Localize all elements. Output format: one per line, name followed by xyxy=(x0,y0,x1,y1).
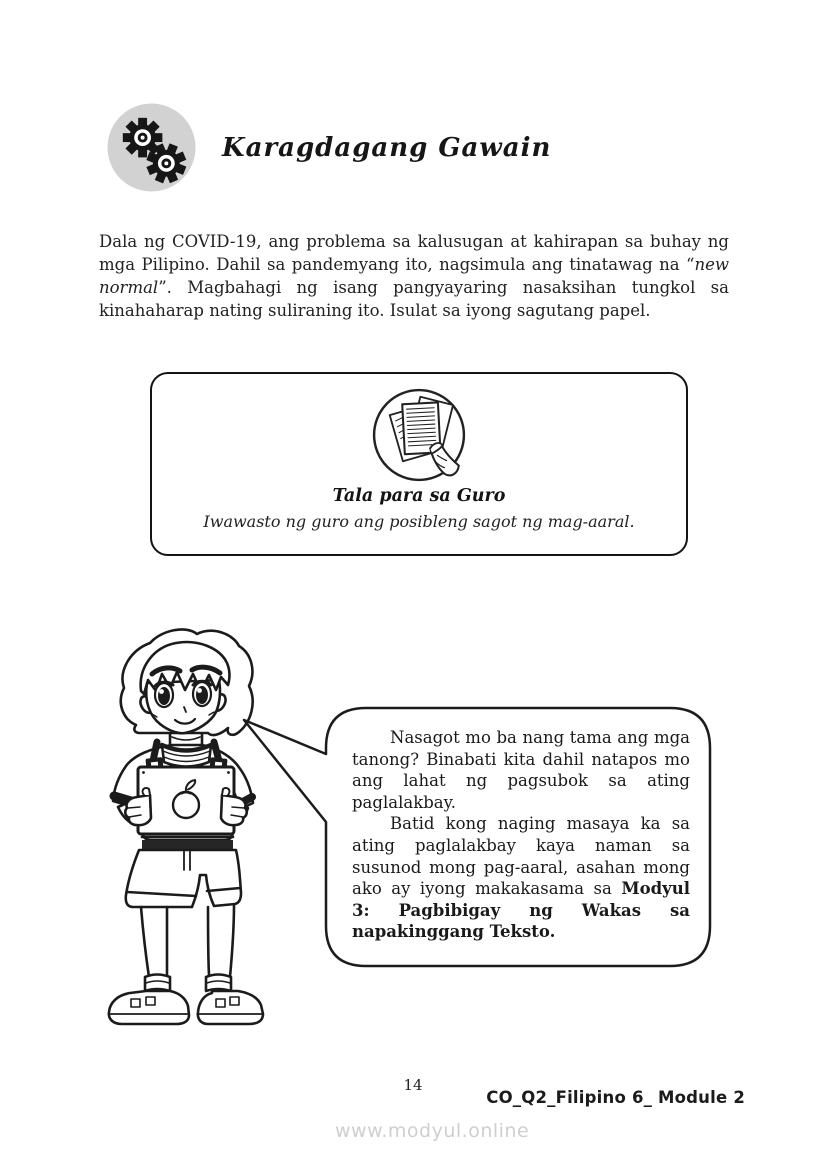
gears-icon xyxy=(107,103,196,192)
bubble-paragraph-2 xyxy=(352,813,690,943)
speech-bubble-text xyxy=(352,727,690,943)
page-number: 14 xyxy=(403,1076,423,1094)
head xyxy=(121,629,253,735)
bubble-paragraph-1-text: Nasagot mo ba nang tama ang mga tanong? Binabati kita dahil natapos mo ang lahat ng pagsubok sa ating paglalakbay. xyxy=(352,728,690,812)
shorts xyxy=(126,850,241,907)
gear-top-left xyxy=(123,118,163,158)
note-title: Tala para sa Guro xyxy=(332,486,506,506)
bubble-paragraph-2-text: Batid kong naging masaya ka sa ating paglalakbay kaya naman sa susunod mong pag-aaral, asahan mong ako ay iyong makakasama sa xyxy=(352,814,690,899)
gears-icon-svg xyxy=(107,103,196,192)
module-code: CO_Q2_Filipino 6_ Module 2 xyxy=(486,1088,745,1107)
papers-in-hand-icon xyxy=(370,386,468,484)
bubble-paragraph-1 xyxy=(352,727,690,813)
intro-italic-phrase: new normal xyxy=(99,255,729,297)
legs xyxy=(141,905,234,977)
socks xyxy=(145,975,231,992)
intro-paragraph xyxy=(99,230,729,322)
intro-text-2: ”. Magbahagi ng isang pangyayaring nasaksihan tungkol sa kinahaharap nating suliraning ito. Isulat sa iyong sagutang papel. xyxy=(99,278,729,320)
intro-text-1: Dala ng COVID-19, ang problema sa kalusugan at kahirapan sa buhay ng mga Pilipino. Dahil sa pandemyang ito, nagsimula ang tinatawag na “ xyxy=(99,232,729,274)
note-caption: Iwawasto ng guro ang posibleng sagot ng mag-aaral. xyxy=(203,512,635,531)
watermark: www.modyul.online xyxy=(335,1120,530,1142)
tablet xyxy=(138,767,234,834)
sneakers xyxy=(109,991,263,1024)
teacher-note-box xyxy=(150,372,688,556)
section-title: Karagdagang Gawain xyxy=(222,133,552,163)
apple-logo xyxy=(173,792,199,818)
bubble-paragraph-2-bold: Modyul 3: Pagbibigay ng Wakas sa napakinggang Teksto. xyxy=(352,879,690,942)
